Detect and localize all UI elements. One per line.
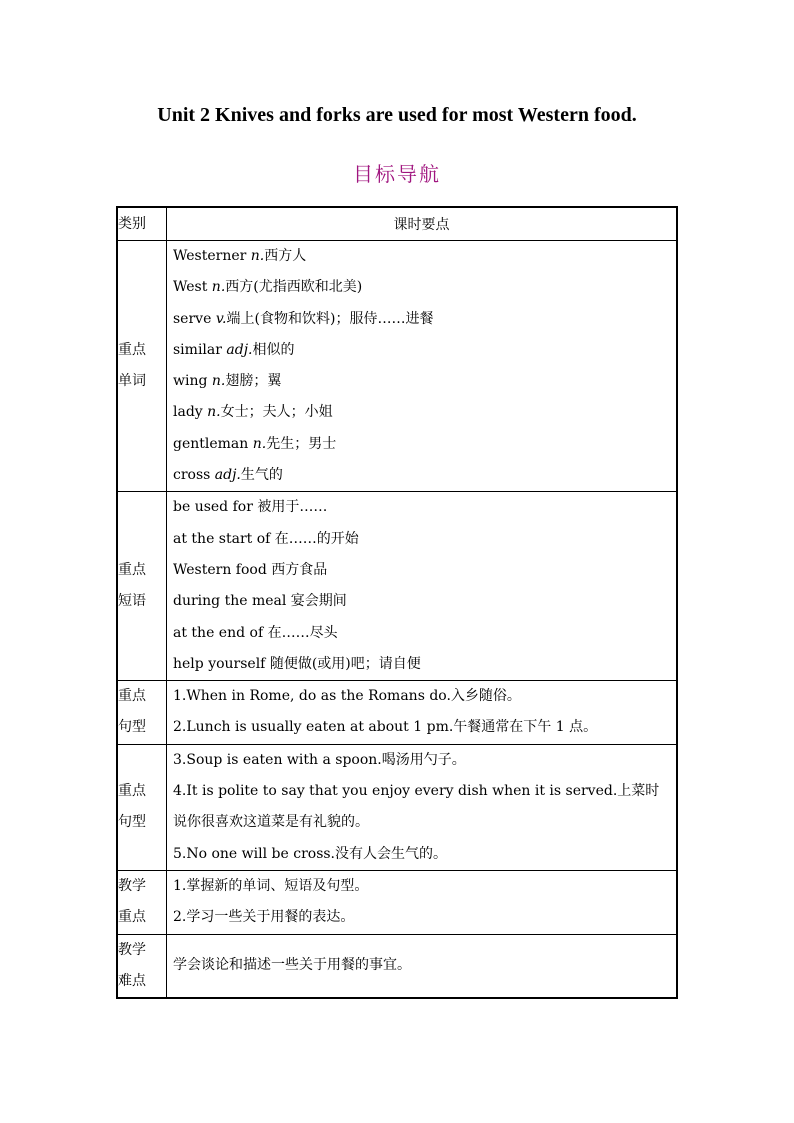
word-item: similar adj.相似的 <box>173 341 295 358</box>
content-cell <box>167 744 678 870</box>
table-header-row <box>117 207 677 241</box>
category-line: 教学 <box>118 878 146 895</box>
word-item: cross adj.生气的 <box>173 467 283 484</box>
category-cell <box>117 681 167 745</box>
phrase-item: at the end of 在……尽头 <box>173 624 338 641</box>
phrase-item: Western food 西方食品 <box>173 561 328 578</box>
category-line: 重点 <box>118 342 146 359</box>
content-cell <box>167 870 678 934</box>
word-item: lady n.女士；夫人；小姐 <box>173 404 333 421</box>
pattern-item: 5.No one will be cross.没有人会生气的。 <box>173 845 448 862</box>
category-cell <box>117 870 167 934</box>
category-line: 句型 <box>118 814 146 831</box>
category-line: 重点 <box>118 909 146 926</box>
word-item: West n.西方(尤指西欧和北美) <box>173 279 363 296</box>
table-row-teaching-focus <box>117 870 677 934</box>
category-cell <box>117 492 167 681</box>
difficulty-item: 学会谈论和描述一些关于用餐的事宜。 <box>173 956 411 973</box>
focus-item: 2.学习一些关于用餐的表达。 <box>173 909 355 926</box>
category-line: 重点 <box>118 562 146 579</box>
category-cell <box>117 744 167 870</box>
phrase-item: during the meal 宴会期间 <box>173 593 347 610</box>
phrase-item: at the start of 在……的开始 <box>173 530 359 547</box>
table-row-patterns-2 <box>117 744 677 870</box>
category-cell <box>117 241 167 492</box>
category-cell <box>117 934 167 998</box>
word-item: Westerner n.西方人 <box>173 248 307 264</box>
header-category: 类别 <box>117 207 167 241</box>
table-row-patterns-1 <box>117 681 677 745</box>
focus-item: 1.掌握新的单词、短语及句型。 <box>173 877 369 894</box>
word-item: wing n.翅膀；翼 <box>173 373 282 390</box>
category-line: 重点 <box>118 688 146 705</box>
word-item: gentleman n.先生；男士 <box>173 435 337 452</box>
pattern-item: 3.Soup is eaten with a spoon.喝汤用勺子。 <box>173 751 466 768</box>
table-row-words <box>117 241 677 492</box>
pattern-item: 4.It is polite to say that you enjoy every dish when it is served.上菜时说你很喜欢这道菜是有礼貌的。 <box>173 783 660 831</box>
table-row-phrases <box>117 492 677 681</box>
category-line: 短语 <box>118 593 146 610</box>
category-line: 句型 <box>118 719 146 736</box>
page-title: Unit 2 Knives and forks are used for most Western food. <box>157 104 637 126</box>
phrase-item: help yourself 随便做(或用)吧；请自便 <box>173 655 421 672</box>
category-line: 难点 <box>118 972 146 989</box>
category-line: 单词 <box>118 373 146 390</box>
content-cell <box>167 681 678 745</box>
content-cell <box>167 492 678 681</box>
header-points: 课时要点 <box>167 207 678 241</box>
category-line: 教学 <box>118 941 146 958</box>
pattern-item: 1.When in Rome, do as the Romans do.入乡随俗。 <box>173 688 521 705</box>
word-item: serve v.端上(食物和饮料)；服侍……进餐 <box>173 310 434 327</box>
table-row-teaching-difficulty <box>117 934 677 998</box>
section-subtitle: 目标导航 <box>353 162 441 186</box>
pattern-item: 2.Lunch is usually eaten at about 1 pm.午餐通常在下午 1 点。 <box>173 719 598 736</box>
content-cell <box>167 241 678 492</box>
objectives-table <box>116 206 678 999</box>
phrase-item: be used for 被用于…… <box>173 499 328 516</box>
category-line: 重点 <box>118 783 146 800</box>
content-cell <box>167 934 678 998</box>
